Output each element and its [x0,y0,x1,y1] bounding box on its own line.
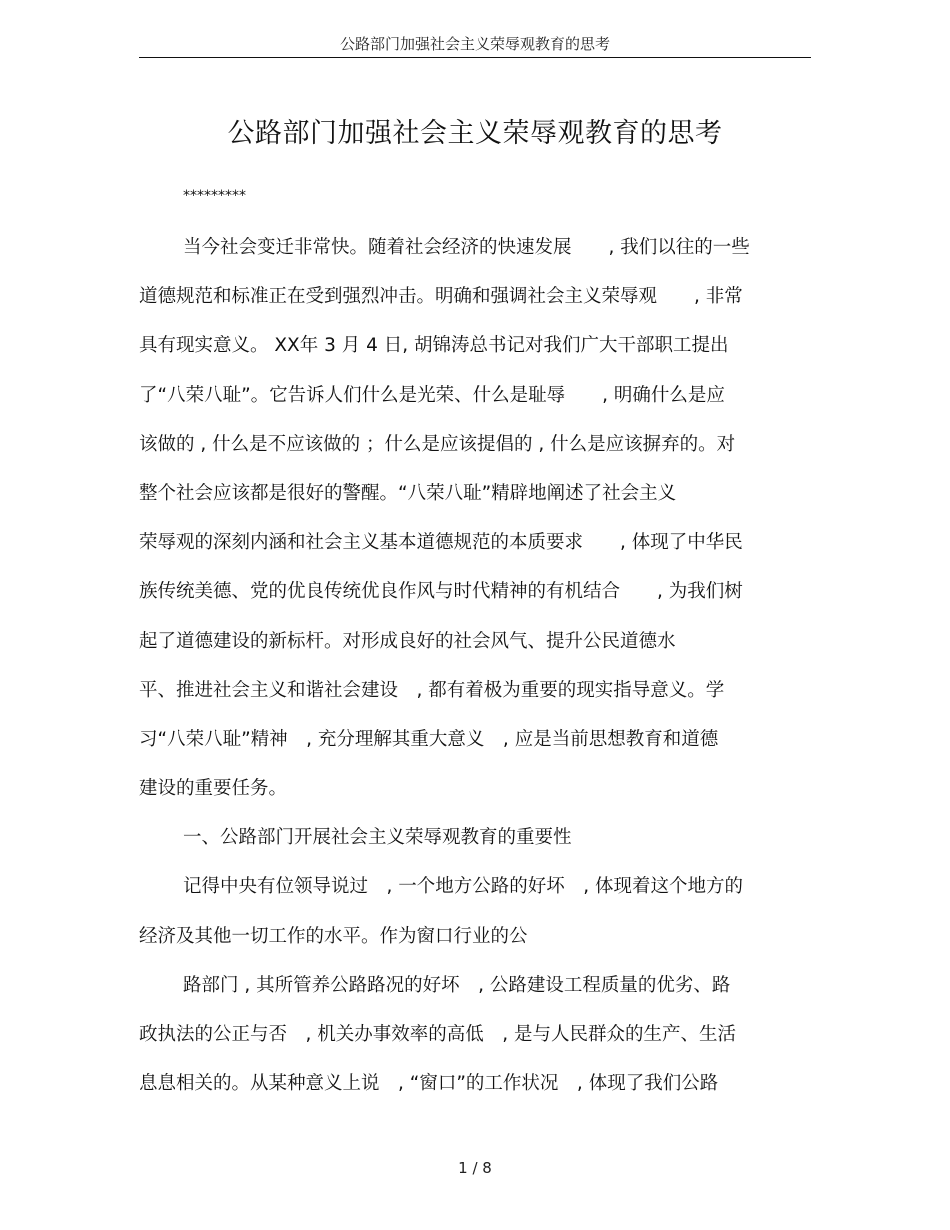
paragraph-line: 习“八荣八耻”精神 , 充分理解其重大意义 , 应是当前思想教育和道德 [139,728,719,750]
paragraph-line: 当今社会变迁非常快。随着社会经济的快速发展 , 我们以往的一些 [183,237,750,258]
paragraph-line: 路部门 , 其所管养公路路况的好坏 , 公路建设工程质量的优劣、路 [183,974,731,996]
paragraph-line: 整个社会应该都是很好的警醒。“八荣八耻”精辟地阐述了社会主义 [139,482,677,504]
paragraph-line: 经济及其他一切工作的水平。作为窗口行业的公 [139,925,528,947]
paragraph-line: 具有现实意义。 XX年 3 月 4 日, 胡锦涛总书记对我们广大干部职工提出 [139,335,729,357]
running-header: 公路部门加强社会主义荣辱观教育的思考 [339,35,610,53]
author-line: ********* [183,188,246,204]
paragraph-line: 道德规范和标准正在受到强烈冲击。明确和强调社会主义荣辱观 , 非常 [139,286,743,308]
section-heading: 一、公路部门开展社会主义荣辱观教育的重要性 [183,827,572,849]
paragraph-line: 该做的 , 什么是不应该做的 ；什么是应该提倡的 , 什么是应该摒弃的。对 [139,433,736,455]
body-text [139,223,811,1108]
paragraph-line: 记得中央有位领导说过 , 一个地方公路的好坏 , 体现着这个地方的 [183,876,744,898]
paragraph-line: 起了道德建设的新标杆。对形成良好的社会风气、提升公民道德水 [139,630,676,652]
document-title: 公路部门加强社会主义荣辱观教育的思考 [227,118,723,149]
paragraph-line: 平、推进社会主义和谐社会建设 , 都有着极为重要的现实指导意义。学 [139,679,725,701]
paragraph-line: 息息相关的。从某种意义上说 , “窗口”的工作状况 , 体现了我们公路 [139,1073,719,1095]
paragraph-line: 族传统美德、党的优良传统优良作风与时代精神的有机结合 , 为我们树 [139,581,743,603]
paragraph-line: 了“八荣八耻”。它告诉人们什么是光荣、什么是耻辱 , 明确什么是应 [139,384,725,406]
paragraph-line: 建设的重要任务。 [139,778,288,800]
header-rule [139,57,811,58]
paragraph-line: 荣辱观的深刻内涵和社会主义基本道德规范的本质要求 , 体现了中华民 [139,532,743,554]
page-number: 1 / 8 [458,1159,492,1177]
paragraph-line: 政执法的公正与否 , 机关办事效率的高低 , 是与人民群众的生产、生活 [139,1024,737,1045]
